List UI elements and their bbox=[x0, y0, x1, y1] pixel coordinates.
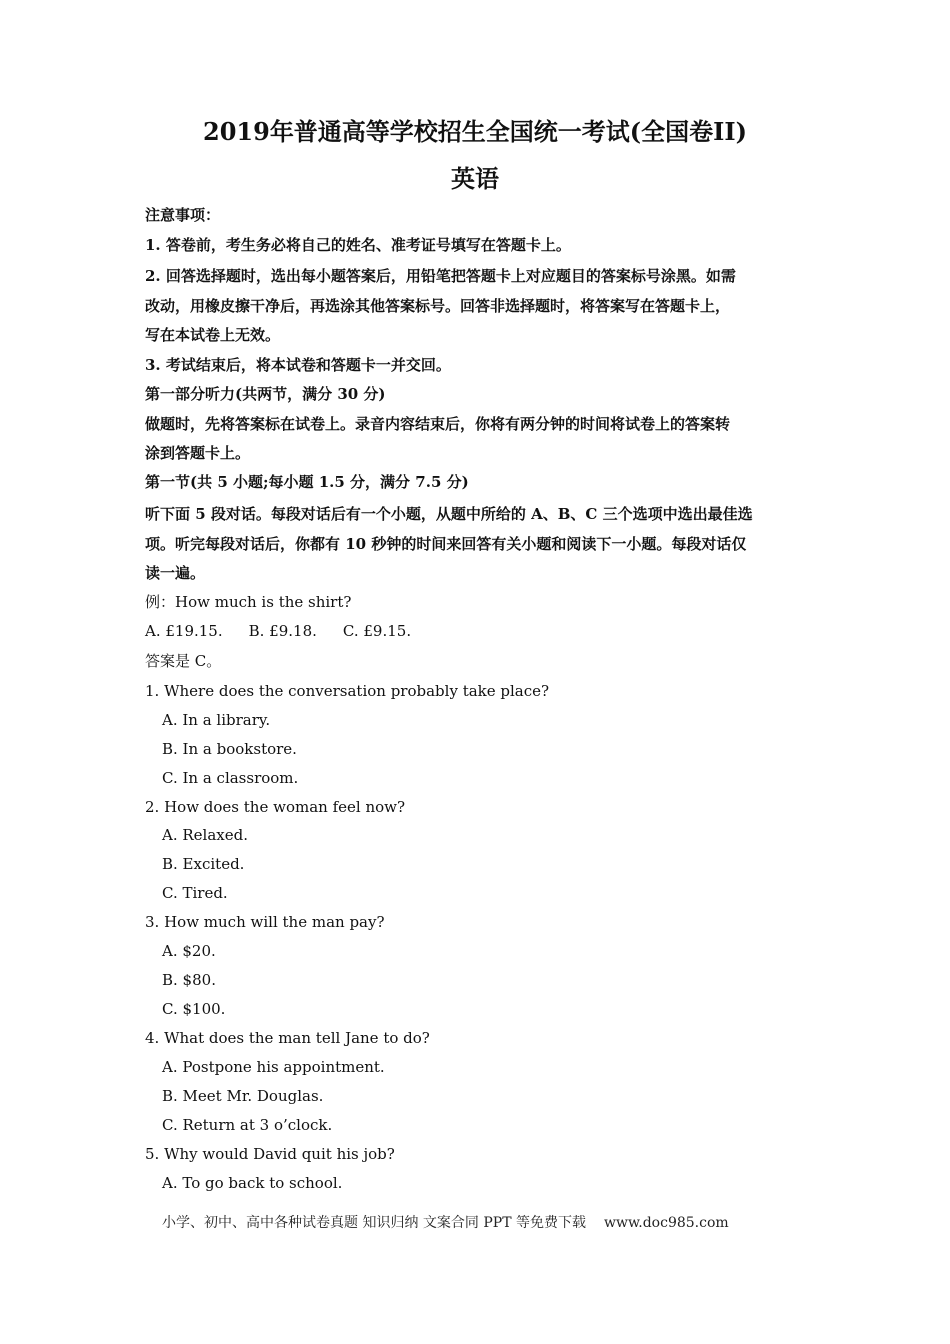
footer-url[interactable]: www.doc985.com bbox=[603, 1215, 729, 1231]
part1-desc-line-1: 做题时，先将答案标在试卷上。录音内容结束后，你将有两分钟的时间将试卷上的答案转 bbox=[145, 415, 731, 433]
question-2-option-c: C. Tired. bbox=[162, 884, 228, 902]
footer-text: 小学、初中、高中各种试卷真题 知识归纳 文案合同 PPT 等免费下载 bbox=[162, 1215, 586, 1231]
section1-desc-line-3: 读一遍。 bbox=[145, 564, 206, 582]
question-3-option-b: B. $80. bbox=[162, 971, 216, 989]
question-2-option-b: B. Excited. bbox=[162, 855, 245, 873]
question-4-option-b: B. Meet Mr. Douglas. bbox=[162, 1087, 324, 1105]
question-2-option-a: A. Relaxed. bbox=[162, 826, 248, 844]
question-4-option-c: C. Return at 3 o’clock. bbox=[162, 1116, 333, 1134]
question-4-option-a: A. Postpone his appointment. bbox=[162, 1058, 385, 1076]
instructions-heading: 注意事项： bbox=[145, 206, 221, 224]
question-3: 3. How much will the man pay? bbox=[145, 913, 385, 931]
question-3-option-a: A. $20. bbox=[162, 942, 216, 960]
instruction-item-3: 3. 考试结束后，将本试卷和答题卡一并交回。 bbox=[145, 356, 451, 374]
question-2: 2. How does the woman feel now? bbox=[145, 798, 406, 816]
section1-desc-line-2: 项。听完每段对话后，你都有 10 秒钟的时间来回答有关小题和阅读下一小题。每段对话仅 bbox=[145, 535, 747, 553]
example-question: 例：How much is the shirt? bbox=[145, 593, 352, 611]
instruction-item-2-line-1: 2. 回答选择题时，选出每小题答案后，用铅笔把答题卡上对应题目的答案标号涂黑。如需 bbox=[145, 267, 736, 285]
example-answer: 答案是 C。 bbox=[145, 652, 222, 670]
question-1-option-a: A. In a library. bbox=[162, 711, 271, 729]
instruction-item-2-line-2: 改动，用橡皮擦干净后，再选涂其他答案标号。回答非选择题时，将答案写在答题卡上， bbox=[145, 297, 731, 315]
question-3-option-c: C. $100. bbox=[162, 1000, 226, 1018]
question-5-option-a: A. To go back to school. bbox=[162, 1174, 343, 1192]
part1-desc-line-2: 涂到答题卡上。 bbox=[145, 444, 251, 462]
footer bbox=[162, 1213, 729, 1233]
example-option-b: B. £9.18. bbox=[248, 622, 317, 640]
question-5: 5. Why would David quit his job? bbox=[145, 1145, 395, 1163]
section1-desc-line-1: 听下面 5 段对话。每段对话后有一个小题，从题中所给的 A、B、C 三个选项中选出最佳选 bbox=[145, 505, 753, 523]
question-4: 4. What does the man tell Jane to do? bbox=[145, 1029, 430, 1047]
question-1-option-c: C. In a classroom. bbox=[162, 769, 299, 787]
example-option-c: C. £9.15. bbox=[342, 622, 412, 640]
question-1: 1. Where does the conversation probably take place? bbox=[145, 682, 550, 700]
instruction-item-1: 1. 答卷前，考生务必将自己的姓名、准考证号填写在答题卡上。 bbox=[145, 236, 571, 254]
question-1-option-b: B. In a bookstore. bbox=[162, 740, 297, 758]
part1-heading: 第一部分听力(共两节，满分 30 分) bbox=[145, 385, 386, 403]
exam-title: 2019年普通高等学校招生全国统一考试(全国卷II) bbox=[203, 117, 747, 146]
instruction-item-2-line-3: 写在本试卷上无效。 bbox=[145, 326, 281, 344]
example-options bbox=[145, 621, 411, 641]
section1-heading: 第一节(共 5 小题;每小题 1.5 分，满分 7.5 分) bbox=[145, 473, 469, 491]
example-option-a: A. £19.15. bbox=[145, 622, 223, 640]
exam-subject: 英语 bbox=[451, 164, 499, 193]
